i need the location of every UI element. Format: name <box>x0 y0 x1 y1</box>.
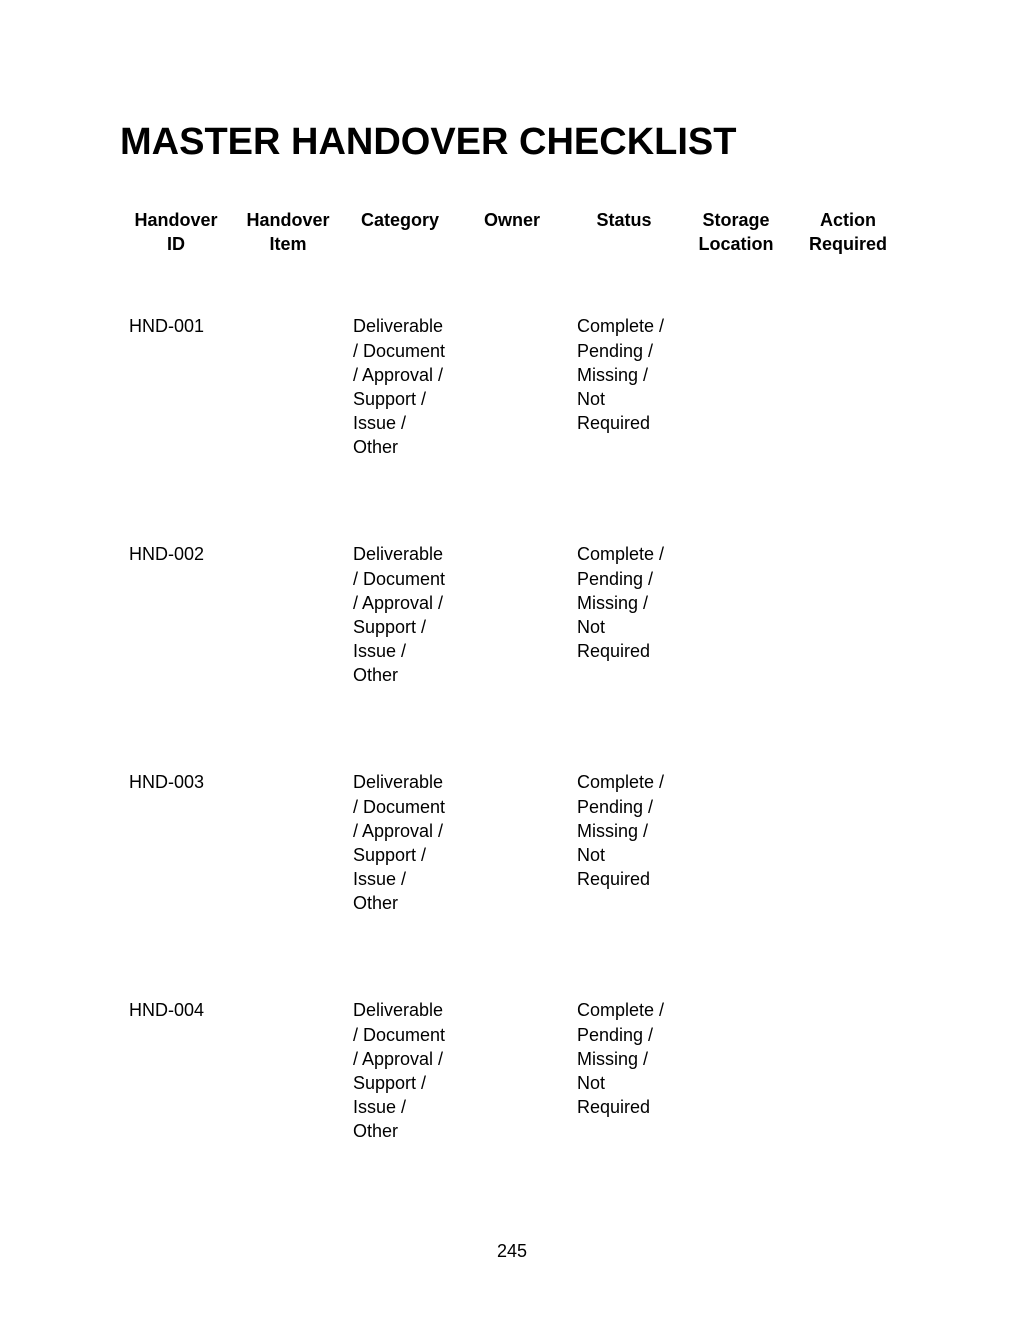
cell-action-required <box>792 998 904 1226</box>
header-category: Category <box>360 210 440 230</box>
cell-handover-item <box>232 542 344 770</box>
cell-storage-location <box>680 314 792 542</box>
cell-category: Deliverable / Document / Approval / Support / Issue / Other <box>353 772 446 914</box>
cell-category: Deliverable / Document / Approval / Support / Issue / Other <box>353 1000 446 1142</box>
cell-action-required <box>792 314 904 542</box>
cell-owner <box>456 770 568 998</box>
page-title: MASTER HANDOVER CHECKLIST <box>120 121 737 163</box>
cell-storage-location <box>680 542 792 770</box>
cell-status: Complete / Pending / Missing / Not Required <box>577 316 665 434</box>
cell-handover-id: HND-002 <box>129 544 205 565</box>
cell-action-required <box>792 542 904 770</box>
cell-handover-item <box>232 314 344 542</box>
cell-storage-location <box>680 998 792 1226</box>
table-row <box>120 542 904 770</box>
cell-owner <box>456 542 568 770</box>
cell-handover-id: HND-001 <box>129 316 205 337</box>
header-spacer <box>120 256 904 314</box>
cell-storage-location <box>680 770 792 998</box>
header-status: Status <box>596 210 652 230</box>
cell-status: Complete / Pending / Missing / Not Required <box>577 1000 665 1118</box>
table-body <box>120 256 904 1226</box>
cell-category: Deliverable / Document / Approval / Support / Issue / Other <box>353 544 446 686</box>
cell-status: Complete / Pending / Missing / Not Required <box>577 544 665 662</box>
header-storage-location: Storage Location <box>698 210 774 255</box>
cell-owner <box>456 998 568 1226</box>
cell-category: Deliverable / Document / Approval / Support / Issue / Other <box>353 316 446 458</box>
cell-handover-id: HND-004 <box>129 1000 205 1021</box>
table-row <box>120 314 904 542</box>
header-row <box>120 208 904 256</box>
header-handover-item: Handover Item <box>246 210 330 255</box>
cell-handover-item <box>232 770 344 998</box>
cell-handover-item <box>232 998 344 1226</box>
handover-checklist-table <box>120 208 904 1226</box>
cell-action-required <box>792 770 904 998</box>
table-row <box>120 770 904 998</box>
table-header <box>120 208 904 256</box>
page-number: 245 <box>496 1241 528 1261</box>
cell-status: Complete / Pending / Missing / Not Required <box>577 772 665 890</box>
header-owner: Owner <box>483 210 540 230</box>
cell-handover-id: HND-003 <box>129 772 205 793</box>
table-row <box>120 998 904 1226</box>
header-handover-id: Handover ID <box>134 210 218 255</box>
cell-owner <box>456 314 568 542</box>
header-action-required: Action Required <box>808 210 887 255</box>
